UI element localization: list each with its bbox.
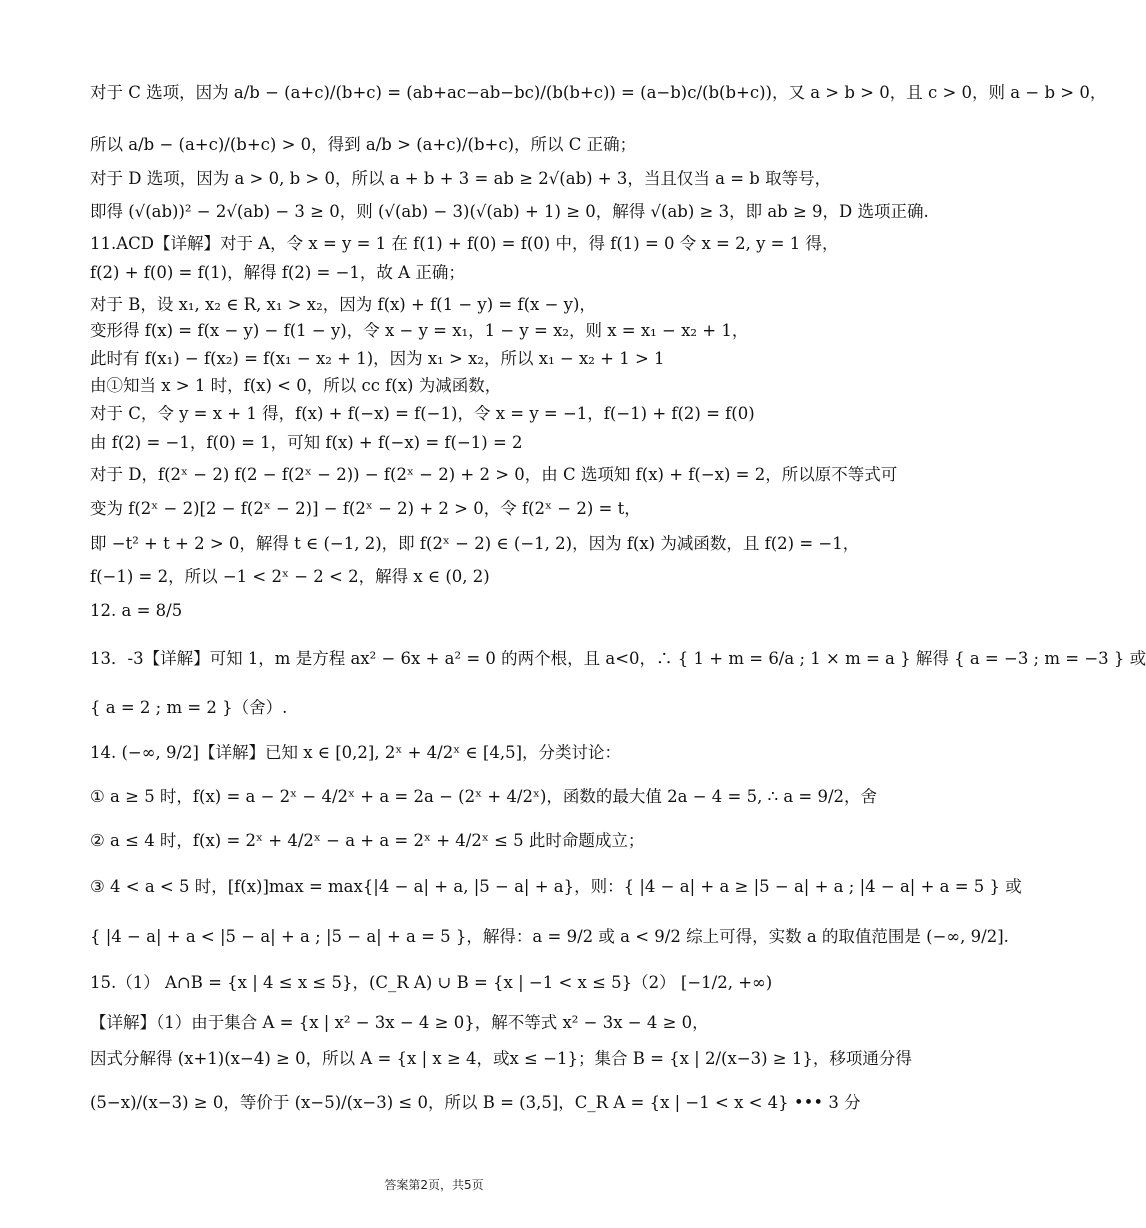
solution-line: 即得 (√(ab))² − 2√(ab) − 3 ≥ 0，则 (√(ab) − 3)(√(ab) + 1) ≥ 0，解得 √(ab) ≥ 3，即 ab ≥ 9，D 选项正确. [90, 202, 929, 221]
solution-line: 13．-3【详解】可知 1，m 是方程 ax² − 6x + a² = 0 的两个根，且 a<0，∴ { 1 + m = 6/a ; 1 × m = a } 解得 { a = −3 ; m = −3 } 或 [90, 649, 1146, 668]
solution-line: 由①知当 x > 1 时，f(x) < 0，所以 cc f(x) 为减函数， [90, 376, 502, 395]
solution-line: 11.ACD【详解】对于 A，令 x = y = 1 在 f(1) + f(0) = f(0) 中，得 f(1) = 0 令 x = 2, y = 1 得， [90, 234, 839, 253]
solution-line: ① a ≥ 5 时，f(x) = a − 2ˣ − 4/2ˣ + a = 2a − (2ˣ + 4/2ˣ)，函数的最大值 2a − 4 = 5, ∴ a = 9/2，舍 [90, 787, 878, 806]
solution-line: f(2) + f(0) = f(1)，解得 f(2) = −1，故 A 正确； [90, 263, 465, 282]
solution-line: 此时有 f(x₁) − f(x₂) = f(x₁ − x₂ + 1)，因为 x₁ > x₂，所以 x₁ − x₂ + 1 > 1 [90, 349, 665, 368]
solution-line: 对于 D 选项，因为 a > 0, b > 0，所以 a + b + 3 = ab ≥ 2√(ab) + 3，当且仅当 a = b 取等号， [90, 169, 832, 188]
solution-line: (5−x)/(x−3) ≥ 0，等价于 (x−5)/(x−3) ≤ 0，所以 B = (3,5]，C_R A = {x | −1 < x < 4} ••• 3 分 [90, 1093, 861, 1112]
solution-line: ② a ≤ 4 时，f(x) = 2ˣ + 4/2ˣ − a + a = 2ˣ + 4/2ˣ ≤ 5 此时命题成立； [90, 831, 645, 850]
solution-line: 对于 D，f(2ˣ − 2) f(2 − f(2ˣ − 2)) − f(2ˣ − 2) + 2 > 0，由 C 选项知 f(x) + f(−x) = 2，所以原不等式可 [90, 465, 898, 484]
solution-line: 对于 C，令 y = x + 1 得，f(x) + f(−x) = f(−1)，令 x = y = −1，f(−1) + f(2) = f(0) [90, 404, 755, 423]
solution-line: 14. (−∞, 9/2]【详解】已知 x ∈ [0,2], 2ˣ + 4/2ˣ ∈ [4,5]，分类讨论： [90, 743, 622, 762]
solution-line: 对于 B，设 x₁, x₂ ∈ R, x₁ > x₂，因为 f(x) + f(1 − y) = f(x − y)， [90, 295, 596, 314]
solution-line: 所以 a/b − (a+c)/(b+c) > 0，得到 a/b > (a+c)/(b+c)，所以 C 正确； [90, 135, 637, 154]
solution-line: 12. a = 8/5 [90, 601, 183, 620]
solution-line: 变形得 f(x) = f(x − y) − f(1 − y)，令 x − y = x₁，1 − y = x₂，则 x = x₁ − x₂ + 1， [90, 321, 749, 340]
solution-line: 变为 f(2ˣ − 2)[2 − f(2ˣ − 2)] − f(2ˣ − 2) + 2 > 0，令 f(2ˣ − 2) = t， [90, 499, 641, 518]
page-footer: 答案第2页，共5页 [384, 1178, 484, 1192]
solution-line: 即 −t² + t + 2 > 0，解得 t ∈ (−1, 2)，即 f(2ˣ − 2) ∈ (−1, 2)，因为 f(x) 为减函数，且 f(2) = −1， [90, 534, 860, 553]
solution-line: { a = 2 ; m = 2 }（舍）. [90, 698, 288, 717]
solution-line: f(−1) = 2，所以 −1 < 2ˣ − 2 < 2，解得 x ∈ (0, 2) [90, 567, 490, 586]
solution-line: 由 f(2) = −1，f(0) = 1，可知 f(x) + f(−x) = f(−1) = 2 [90, 433, 523, 452]
solution-line: ③ 4 < a < 5 时，[f(x)]max = max{|4 − a| + a, |5 − a| + a}，则：{ |4 − a| + a ≥ |5 − a| + a ; |4 − a| + a = 5 } 或 [90, 877, 1022, 896]
solution-line: { |4 − a| + a < |5 − a| + a ; |5 − a| + a = 5 }，解得：a = 9/2 或 a < 9/2 综上可得，实数 a 的取值范围是 (−∞, 9/2]. [90, 927, 1009, 946]
solution-line: 15.（1） A∩B = {x | 4 ≤ x ≤ 5}，(C_R A) ∪ B = {x | −1 < x ≤ 5}（2） [−1/2, +∞) [90, 973, 773, 992]
solution-line: 因式分解得 (x+1)(x−4) ≥ 0，所以 A = {x | x ≥ 4，或x ≤ −1}；集合 B = {x | 2/(x−3) ≥ 1}，移项通分得 [90, 1049, 912, 1068]
solution-line: 对于 C 选项，因为 a/b − (a+c)/(b+c) = (ab+ac−ab−bc)/(b(b+c)) = (a−b)c/(b(b+c))，又 a > b > 0，且 c > 0，则 a − b > 0， [90, 83, 1107, 102]
solution-line: 【详解】（1）由于集合 A = {x | x² − 3x − 4 ≥ 0}，解不等式 x² − 3x − 4 ≥ 0， [90, 1013, 709, 1032]
